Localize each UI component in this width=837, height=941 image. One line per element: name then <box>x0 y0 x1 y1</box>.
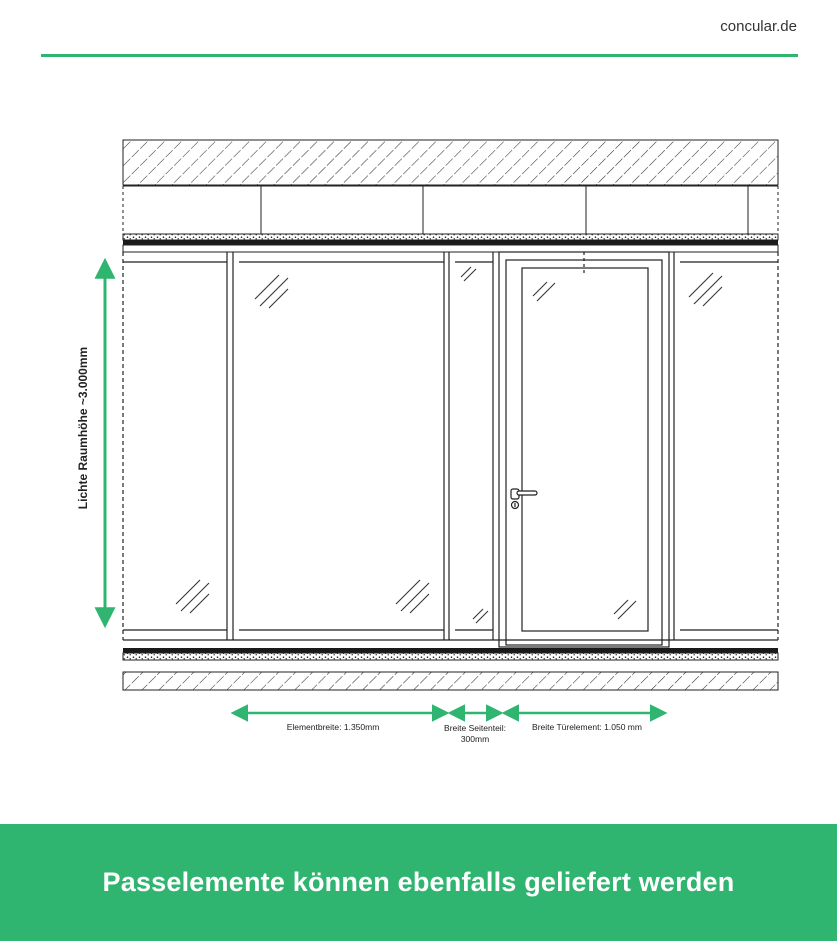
side-panel-width-value: 300mm <box>460 734 490 744</box>
footer-caption: Passelemente können ebenfalls geliefert werden <box>102 867 735 897</box>
footer-banner <box>0 824 837 941</box>
side-panel-width-label: Breite Seitenteil: <box>444 723 506 733</box>
width-dimensions <box>234 713 664 744</box>
site-brand[interactable]: concular.de <box>720 18 797 35</box>
door-element <box>499 252 669 647</box>
ceiling-slab <box>123 140 778 185</box>
door-width-label: Breite Türelement: 1.050 mm <box>532 722 642 732</box>
height-dimension <box>76 262 105 624</box>
door-handle-icon <box>511 489 537 509</box>
height-dimension-label: Lichte Raumhöhe ~3.000mm <box>76 346 90 510</box>
suspended-ceiling <box>123 186 778 236</box>
glass-partitions <box>123 252 778 640</box>
element-width-label: Elementbreite: 1.350mm <box>286 722 380 732</box>
ceiling-rail <box>123 234 778 252</box>
floor-construction <box>123 648 778 690</box>
